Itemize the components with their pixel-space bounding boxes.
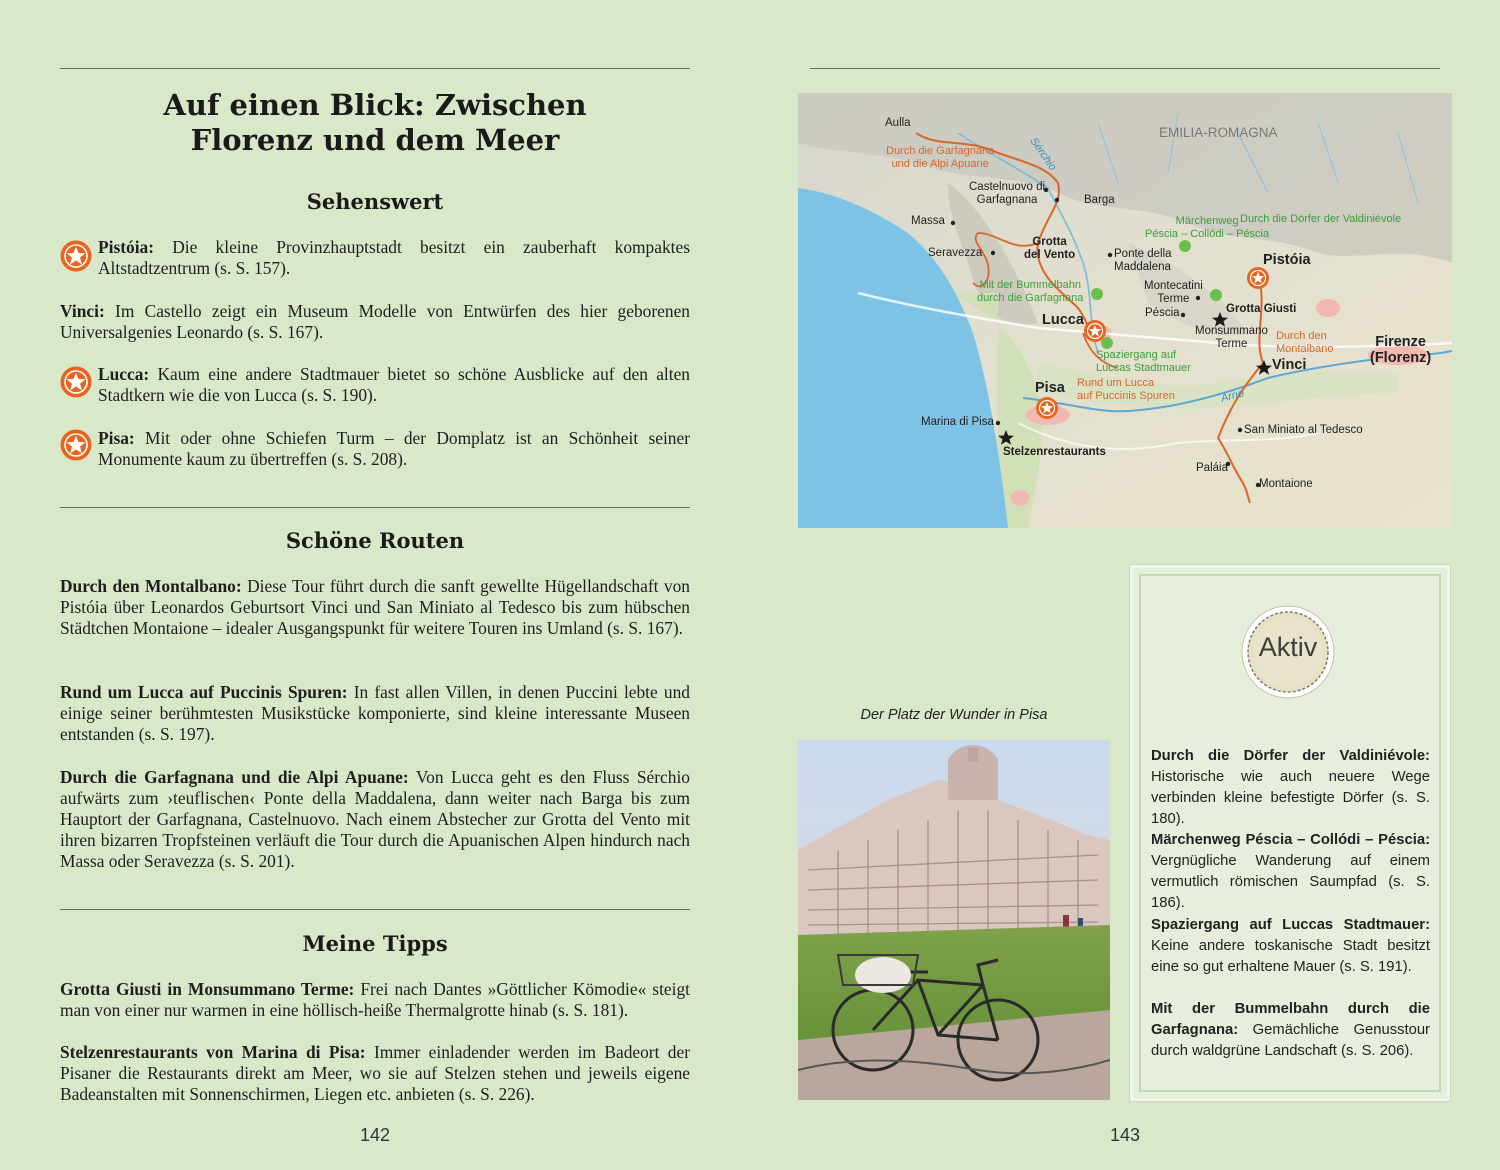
map-label-route: Mit der Bummelbahn durch die Garfagnana xyxy=(977,279,1084,304)
map-label-town: Marina di Pisa xyxy=(921,416,994,428)
map-label-town: Montecatini Terme xyxy=(1144,280,1203,305)
aktiv-item-text: Keine andere toskanische Stadt besitzt eine so gut erhaltene Mauer (s. S. 191). xyxy=(1151,938,1430,975)
top-rule-right xyxy=(810,68,1440,69)
map-label-town: Ponte della Maddalena xyxy=(1114,248,1172,273)
region-map xyxy=(798,93,1452,528)
route-garfagnana xyxy=(60,767,690,872)
tip-text: Frei nach Dantes »Göttlicher Kömodie« steigt man von einer nur warmen in eine höllisch-heiße Thermalgrotte hinab (s. S. 181). xyxy=(60,979,690,1020)
map-label-poi: Stelzenrestaurants xyxy=(1003,446,1106,458)
routen-heading: Schöne Routen xyxy=(285,528,465,553)
sight-lucca xyxy=(98,364,690,406)
sight-pisa xyxy=(98,428,690,470)
map-label-town: Paláia xyxy=(1196,462,1228,474)
map-label-town: Monsummano Terme xyxy=(1195,325,1268,350)
map-label-city: Pisa xyxy=(1035,380,1065,396)
aktiv-item-text: Vergnügliche Wanderung auf einem vermutlich römischen Saumpfad (s. S. 186). xyxy=(1151,853,1430,911)
lucca-star-icon xyxy=(1084,320,1106,342)
sight-name: Pistóia: xyxy=(98,237,155,257)
map-label-city: Firenze (Florenz) xyxy=(1370,334,1432,366)
page-number-right: 143 xyxy=(1109,1125,1141,1145)
section-divider xyxy=(60,507,690,508)
photo-caption: Der Platz der Wunder in Pisa xyxy=(860,707,1048,723)
aktiv-item-name: Spaziergang auf Luccas Stadtmauer: xyxy=(1151,917,1430,933)
map-label-region: EMILIA-ROMAGNA xyxy=(1159,125,1278,140)
map-label-route: Märchenweg Péscia – Collódi – Péscia xyxy=(1145,215,1270,240)
page-title xyxy=(60,88,690,158)
sight-name: Pisa: xyxy=(98,428,135,448)
route-name: Durch die Garfagnana und die Alpi Apuane: xyxy=(60,767,409,787)
map-label-town: San Miniato al Tedesco xyxy=(1244,424,1363,436)
star-badge-icon xyxy=(60,366,92,398)
route-text: Von Lucca geht es den Fluss Sérchio aufwärts zum ›teuflischen‹ Ponte della Maddalena, dann weiter nach Barga bis zum Hauptort der Garfagnana, Castelnuovo. Nach einem Abstecher zur Grotta del Vento mit ihren bizarren Tropfsteinen verläuft die Tour durch die Apuanischen Alpen hindurch nach Massa oder Seravezza (s. S. 201). xyxy=(60,767,690,871)
map-label-route: Durch den Montalbano xyxy=(1276,330,1334,355)
map-label-town: Péscia xyxy=(1145,307,1180,319)
sight-name: Vinci: xyxy=(60,301,105,321)
map-label-city: Pistóia xyxy=(1263,252,1311,268)
map-label-town: Montaione xyxy=(1259,478,1313,490)
aktiv-item-bummelbahn xyxy=(1151,999,1430,1062)
route-puccini xyxy=(60,682,690,745)
map-label-poi: Grotta del Vento xyxy=(1024,236,1076,261)
pistoia-star-icon xyxy=(1247,267,1269,289)
top-rule-left xyxy=(60,68,690,69)
map-label-town: Aulla xyxy=(885,117,911,129)
map-label-route: Rund um Lucca auf Puccinis Spuren xyxy=(1077,377,1175,402)
aktiv-item-text: Gemächliche Genusstour durch waldgrüne Landschaft (s. S. 206). xyxy=(1151,1022,1430,1059)
page-number-left: 142 xyxy=(359,1125,391,1145)
section-divider xyxy=(60,909,690,910)
route-text: Diese Tour führt durch die sanft gewellte Hügellandschaft von Pistóia über Leonardos Geburtsort Vinci und San Miniato al Tedesco bis zum hübschen Städtchen Montaione – idealer Ausgangspunkt für weitere Touren ins Umland (s. S. 167). xyxy=(60,576,690,638)
route-name: Rund um Lucca auf Puccinis Spuren: xyxy=(60,682,348,702)
route-montalbano xyxy=(60,576,690,639)
tip-marina-di-pisa xyxy=(60,1042,690,1105)
aktiv-item-name: Mit der Bummelbahn durch die Garfagnana: xyxy=(1151,1001,1430,1038)
aktiv-item-text: Historische wie auch neuere Wege verbinden kleine befestigte Dörfer (s. S. 180). xyxy=(1151,769,1430,827)
title-line-2: Florenz und dem Meer xyxy=(190,123,560,157)
aktiv-item-stadtmauer xyxy=(1151,915,1430,978)
map-label-town: Castelnuovo di Garfagnana xyxy=(969,181,1046,206)
pisa-photo xyxy=(798,740,1110,1100)
map-label-route: Durch die Dörfer der Valdiniévole xyxy=(1240,213,1402,225)
aktiv-item-valdinievole xyxy=(1151,746,1430,830)
star-badge-icon xyxy=(60,240,92,272)
tip-text: Immer einladender werden im Badeort der Pisaner die Restaurants direkt am Meer, wo sie auf Stelzen stehen und jeweils eigene Badeanstalten mit Sonnenschirmen, Liegen etc. anbieten (s. S. 226). xyxy=(60,1042,690,1104)
map-label-town: Barga xyxy=(1084,194,1115,206)
map-label-river-arno: Arno xyxy=(1219,387,1246,405)
map-label-city: Lucca xyxy=(1042,312,1084,328)
aktiv-badge-label: Aktiv xyxy=(1258,632,1318,662)
tip-name: Grotta Giusti in Monsummano Terme: xyxy=(60,979,355,999)
map-label-city: Vinci xyxy=(1272,357,1307,373)
map-label-route: Durch die Garfagnana und die Alpi Apuane xyxy=(886,145,995,170)
aktiv-item-name: Märchenweg Péscia – Collódi – Péscia: xyxy=(1151,832,1430,848)
sight-text: Mit oder ohne Schiefen Turm – der Domplatz ist an Schönheit seiner Monumente kaum zu übertreffen (s. S. 208). xyxy=(98,428,690,469)
star-badge-icon xyxy=(60,429,92,461)
aktiv-item-name: Durch die Dörfer der Valdiniévole: xyxy=(1151,748,1430,764)
sight-vinci xyxy=(60,301,690,343)
sight-name: Lucca: xyxy=(98,364,150,384)
map-label-river-serchio: Sérchio xyxy=(1027,135,1059,173)
route-name: Durch den Montalbano: xyxy=(60,576,242,596)
map-label-town: Massa xyxy=(911,215,945,227)
title-line-1: Auf einen Blick: Zwischen xyxy=(163,88,587,122)
sehenswert-heading: Sehenswert xyxy=(306,189,444,214)
map-label-poi: Grotta Giusti xyxy=(1226,303,1297,315)
sight-text: Im Castello zeigt ein Museum Modelle von Entwürfen des hier geborenen Universalgenies Leonardo (s. S. 167). xyxy=(60,301,690,342)
map-label-town: Seravezza xyxy=(928,247,983,259)
pisa-star-icon xyxy=(1036,397,1058,419)
tipps-heading: Meine Tipps xyxy=(302,931,448,956)
route-text: In fast allen Villen, in denen Puccini lebte und einige seiner berühmtesten Musikstücke komponierte, sind kleine interessante Museen entstanden (s. S. 197). xyxy=(60,682,690,744)
tip-grotta-giusti xyxy=(60,979,690,1021)
aktiv-item-maerchenweg xyxy=(1151,830,1430,914)
sight-pistoia xyxy=(98,237,690,279)
sight-text: Die kleine Provinzhauptstadt besitzt ein zauberhaft kompaktes Altstadtzentrum (s. S. 157). xyxy=(98,237,690,278)
map-label-route: Spaziergang auf Luccas Stadtmauer xyxy=(1096,349,1191,374)
tip-name: Stelzenrestaurants von Marina di Pisa: xyxy=(60,1042,366,1062)
sight-text: Kaum eine andere Stadtmauer bietet so schöne Ausblicke auf den alten Stadtkern wie die von Lucca (s. S. 190). xyxy=(98,364,690,405)
pisa-cathedral-bicycle-image xyxy=(798,740,1110,1100)
